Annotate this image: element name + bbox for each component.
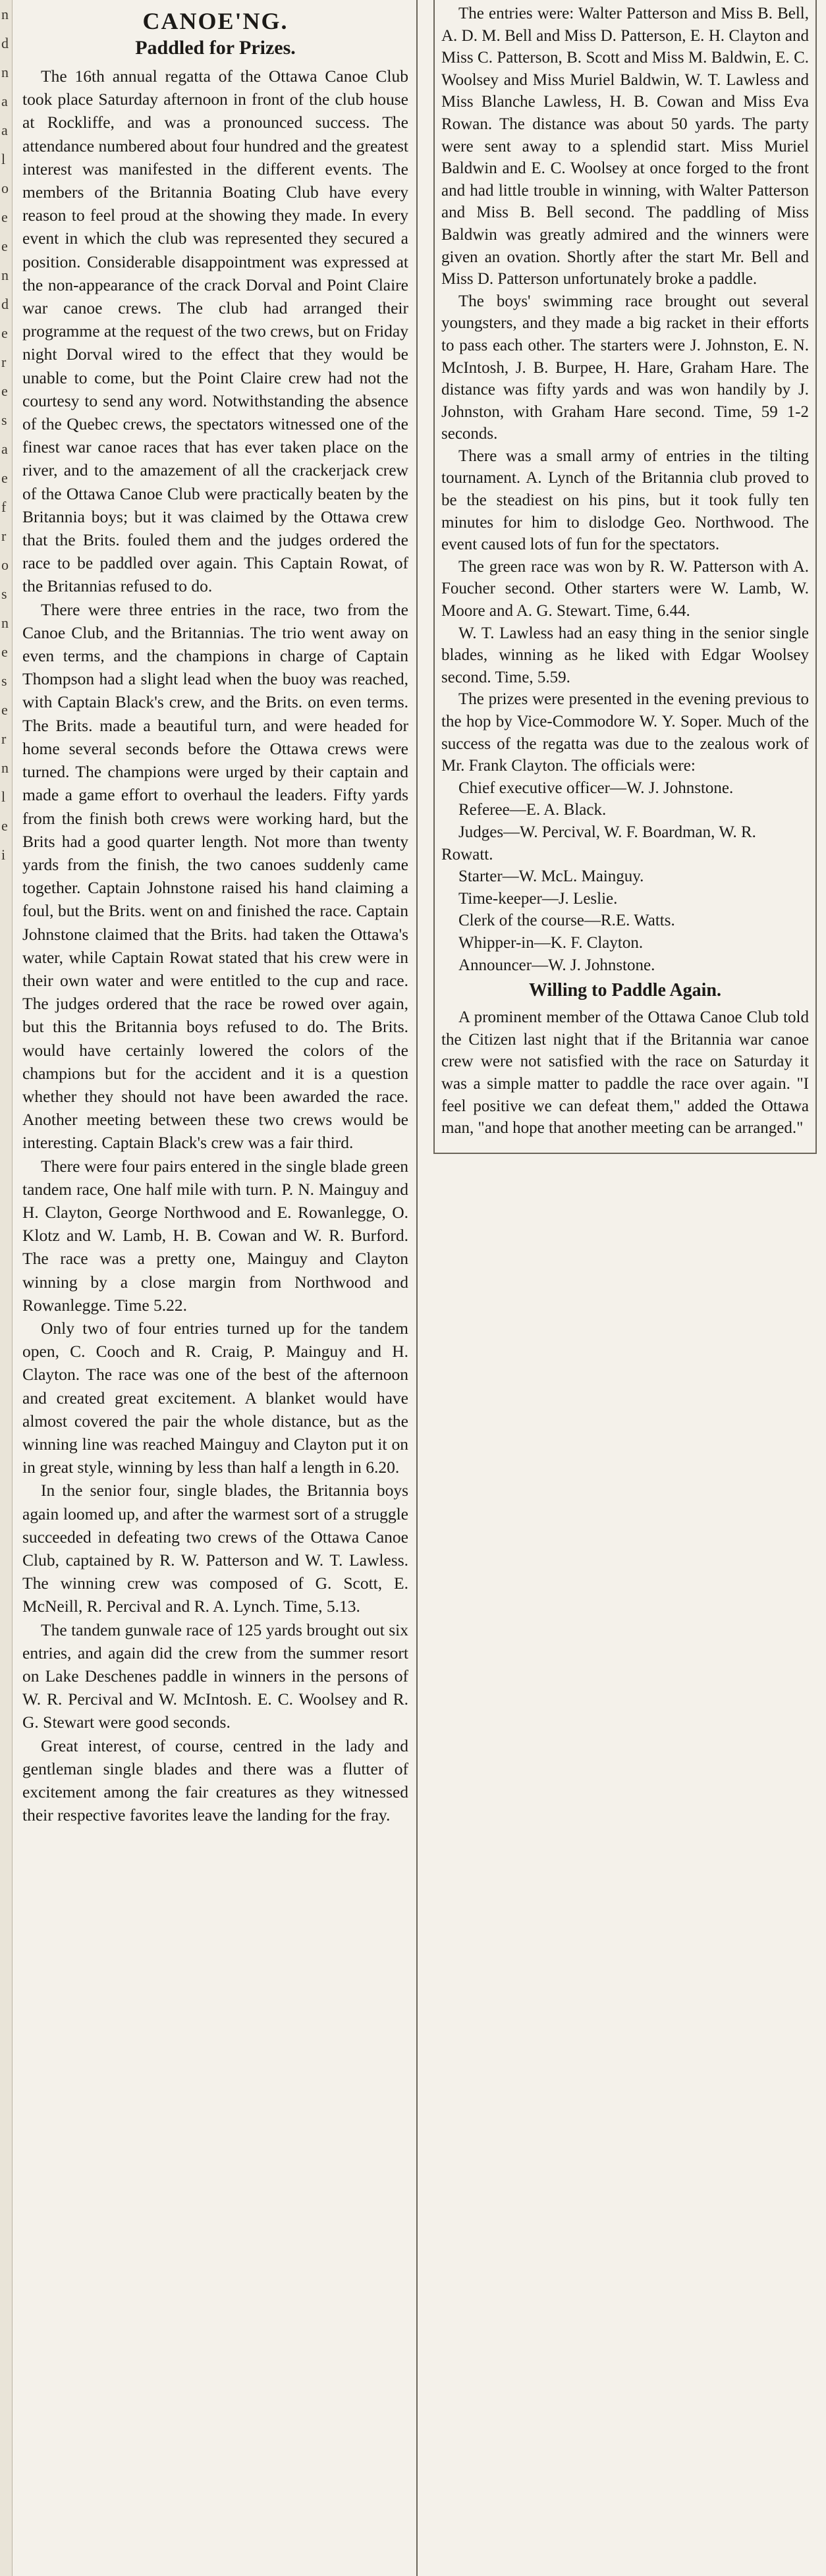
gutter-letter: n xyxy=(1,759,9,776)
gutter-letter: d xyxy=(1,35,9,51)
gutter-letter: o xyxy=(1,180,9,196)
gutter-letter: a xyxy=(1,122,8,138)
continued-paragraph: The boys' swimming race brought out several youngsters, and they made a big racket in their efforts to pass each other. The starters were J. Johnston, E. N. McIntosh, J. B. Burpee, H. Hare, Graham Hare. The distance was fifty yards and was won handily by J. Johnston, with Graham Hare second. Time, 59 1-2 seconds. xyxy=(441,292,809,443)
article-column-right xyxy=(428,0,817,1154)
gutter-letter: a xyxy=(1,93,8,109)
gutter-letter: e xyxy=(1,325,8,341)
gutter-letter: n xyxy=(1,615,9,631)
second-headline: Willing to Paddle Again. xyxy=(529,980,721,1001)
article-column-left xyxy=(22,0,418,2576)
article-headline: CANOE'NG. xyxy=(142,8,289,34)
article-paragraph: Great interest, of course, centred in the lady and gentleman single blades and there was a flutter of excitement among the fair creatures as they witnessed their respective favorites leave the landing for the fray. xyxy=(22,1736,408,1825)
gutter-letter: f xyxy=(1,499,7,515)
gutter-letter: r xyxy=(1,730,7,747)
official-entry: Whipper-in—K. F. Clayton. xyxy=(458,933,644,952)
article-subheadline: Paddled for Prizes. xyxy=(135,37,296,59)
gutter-letter: r xyxy=(1,528,7,544)
gutter-letter: s xyxy=(1,412,7,428)
gutter-letter: n xyxy=(1,64,9,80)
gutter-letter: r xyxy=(1,354,7,370)
gutter-letter: e xyxy=(1,238,8,254)
gutter-letter: s xyxy=(1,586,7,602)
gutter-letter: i xyxy=(1,846,6,863)
gutter-letter: e xyxy=(1,470,8,486)
gutter-letter: l xyxy=(1,788,6,805)
gutter-letter: n xyxy=(1,6,9,22)
gutter-letter: s xyxy=(1,672,7,689)
official-entry: Chief executive officer—W. J. Johnstone. xyxy=(458,779,734,797)
gutter-letter: d xyxy=(1,296,9,312)
continued-paragraph: The prizes were presented in the evening previous to the hop by Vice-Commodore W. Y. Soper. Much of the success of the regatta was due to the zealous work of Mr. Frank Clayton. The officials were: xyxy=(441,690,809,775)
gutter-letter: n xyxy=(1,267,9,283)
article-paragraph: The tandem gunwale race of 125 yards brought out six entries, and again did the crew from the summer resort on Lake Deschenes paddle in winners in the persons of W. R. Percival and W. McIntosh. E. C. Woolsey and R. G. Stewart were good seconds. xyxy=(22,1620,408,1732)
article-paragraph: Only two of four entries turned up for the tandem open, C. Cooch and R. Craig, P. Mainguy and H. Clayton. The race was one of the best of the afternoon and created great excitement. A blanket would have almost covered the pair the whole distance, but as the winning line was reached Mainguy and Clayton put it on in great style, winning by less than half a length in 6.20. xyxy=(22,1318,408,1477)
article-paragraph: The 16th annual regatta of the Ottawa Canoe Club took place Saturday afternoon in front of the club house at Rockliffe, and was a pronounced success. The attendance numbered about four hundred and the greatest interest was manifested in the different events. The members of the Britannia Boating Club have every reason to feel proud at the showing they made. In every event in which the club was represented they secured a position. Considerable disappointment was expressed at the non-appearance of the crack Dorval and Point Claire war canoe crews. The club had arranged their programme at the request of the two crews, but on Friday night Dorval wired to the effect that they would be unable to come, but the Point Claire crew had not the courtesy to send any word. Notwithstanding the absence of the Quebec crews, the spectators witnessed one of the finest war canoe races that has ever taken place on the river, and to the amazement of all the crackerjack crew of the Ottawa Canoe Club were practically beaten by the Britannia boys; but it was claimed by the Ottawa crew that the Brits. fouled them and the judges ordered the race to be paddled over again. This Captain Rowat, of the Britannias refused to do. xyxy=(22,67,408,596)
gutter-letter: a xyxy=(1,441,8,457)
continued-paragraph: There was a small army of entries in the tilting tournament. A. Lynch of the Britannia club proved to be the steadiest on his pins, but it took fully ten minutes for him to dislodge Geo. Northwood. The event caused lots of fun for the spectators. xyxy=(441,447,809,554)
gutter-letter: e xyxy=(1,701,8,718)
official-entry: Referee—E. A. Black. xyxy=(458,801,607,819)
gutter-letter: e xyxy=(1,383,8,399)
continued-paragraph: The green race was won by R. W. Patterson with A. Foucher second. Other starters were W. Lamb, W. Moore and A. G. Stewart. Time, 6.44. xyxy=(441,557,809,620)
second-paragraph: A prominent member of the Ottawa Canoe Club told the Citizen last night that if the Britannia war canoe crew were not satisfied with the race on Saturday it was a simple matter to paddle the race over again. "I feel positive we can defeat them," added the Ottawa man, "and hope that another meeting can be arranged." xyxy=(441,1008,809,1137)
continued-paragraph: W. T. Lawless had an easy thing in the senior single blades, winning as he liked with Edgar Woolsey second. Time, 5.59. xyxy=(441,624,809,686)
official-entry: Clerk of the course—R.E. Watts. xyxy=(458,912,675,930)
continued-article-box xyxy=(433,0,817,1154)
article-paragraph: In the senior four, single blades, the Britannia boys again loomed up, and after the warmest sort of a struggle succeeded in defeating two crews of the Ottawa Canoe Club, captained by R. W. Patterson and W. T. Lawless. The winning crew was composed of G. Scott, E. McNeill, R. Percival and R. A. Lynch. Time, 5.13. xyxy=(22,1481,408,1616)
continued-paragraph: The entries were: Walter Patterson and Miss B. Bell, A. D. M. Bell and Miss D. Patterson, E. H. Clayton and Miss C. Patterson, B. Scott and Miss M. Baldwin, E. C. Woolsey and Miss Muriel Baldwin, W. T. Lawless and Miss Blanche Lawless, H. B. Cowan and Miss Eva Rowan. The distance was about 50 yards. The party were sent away to a splendid start. Miss Muriel Baldwin and E. C. Woolsey at once forged to the front and had little trouble in winning, with Walter Patterson and Miss B. Bell second. The paddling of Miss Baldwin was greatly admired and the winners were given an ovation. Shortly after the start Mr. Bell and Miss D. Patterson unfortunately broke a paddle. xyxy=(441,5,809,288)
article-paragraph: There were four pairs entered in the single blade green tandem race, One half mile with turn. P. N. Mainguy and H. Clayton, George Northwood and E. Rowanlegge, O. Klotz and W. Lamb, H. B. Cowan and W. R. Burford. The race was a pretty one, Mainguy and Clayton winning by a close margin from Northwood and Rowanlegge. Time 5.22. xyxy=(22,1156,408,1315)
gutter-letter: o xyxy=(1,557,9,573)
gutter-letter: e xyxy=(1,817,8,834)
gutter-letter: e xyxy=(1,209,8,225)
officials-list xyxy=(441,777,809,976)
official-entry: Judges—W. Percival, W. F. Boardman, W. R. Rowatt. xyxy=(441,823,756,863)
gutter-letter: e xyxy=(1,644,8,660)
official-entry: Starter—W. McL. Mainguy. xyxy=(458,867,644,886)
official-entry: Time-keeper—J. Leslie. xyxy=(458,889,618,908)
official-entry: Announcer—W. J. Johnstone. xyxy=(458,956,655,974)
gutter-letter: l xyxy=(1,151,6,167)
left-gutter-strip xyxy=(0,0,13,2576)
article-paragraph: There were three entries in the race, two from the Canoe Club, and the Britannias. The trio went away on even terms, and the champions in charge of Captain Thompson had a slight lead when the buoy was reached, with Captain Black's crew, and the Brits. on even terms. The Brits. made a beautiful turn, and were headed for home several seconds before the Ottawa crews were turned. The champions were urged by their captain and made a game effort to overhaul the leaders. Fifty yards from the finish both crews were working hard, but the Brits had a good quarter length. Not more than twenty yards from the finish, the two canoes suddenly came together. Captain Johnstone raised his hand claiming a foul, but the Brits. went on and finished the race. Captain Johnstone claimed that the Brits. had taken the Ottawa's water, while Captain Rowat stated that his crew were in their own water and were entitled to the cup and race. The judges ordered that the race be rowed over again, but this the Britannia boys refused to do. The Brits. would have certainly lowered the colors of the champions but for the accident and it is a question whether they should not have been awarded the race. Another meeting between these two crews would be interesting. Captain Black's crew was a fair third. xyxy=(22,599,408,1153)
